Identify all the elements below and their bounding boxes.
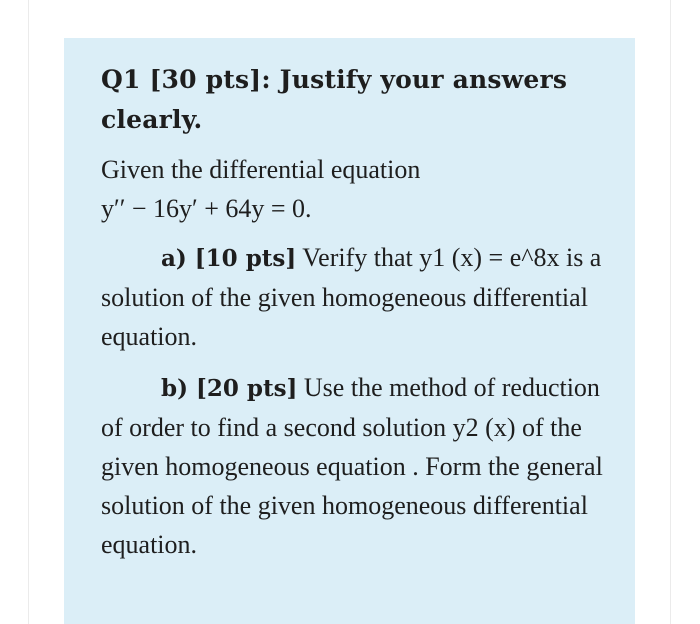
page-right-edge (670, 0, 671, 624)
part-a-function-expression: y1 (x) = e^8x (419, 243, 560, 272)
part-a (101, 238, 621, 356)
question-intro (101, 150, 621, 228)
page-left-edge (28, 0, 29, 624)
part-b-text-after: of the given homogeneous equation . Form the general solution of the given homogeneous differential equation. (101, 413, 603, 559)
part-b-text-before: Use the method of reduction of order to find a second solution (101, 373, 600, 442)
part-b-label: b) [20 pts] (161, 375, 298, 402)
part-a-text-after: is a solution of the given homogeneous differential equation. (101, 243, 602, 351)
differential-equation: y′′ − 16y′ + 64y = 0. (101, 194, 312, 223)
question-card (64, 38, 635, 624)
question-title: Q1 [30 pts]: Justify your answers clearly. (101, 65, 568, 134)
part-b (101, 368, 621, 564)
part-a-label: a) [10 pts] (161, 245, 297, 272)
intro-text: Given the differential equation (101, 155, 421, 184)
part-a-text-before: Verify that (302, 243, 413, 272)
part-b-function-expression: y2 (x) (452, 413, 516, 442)
question-content (101, 60, 621, 564)
